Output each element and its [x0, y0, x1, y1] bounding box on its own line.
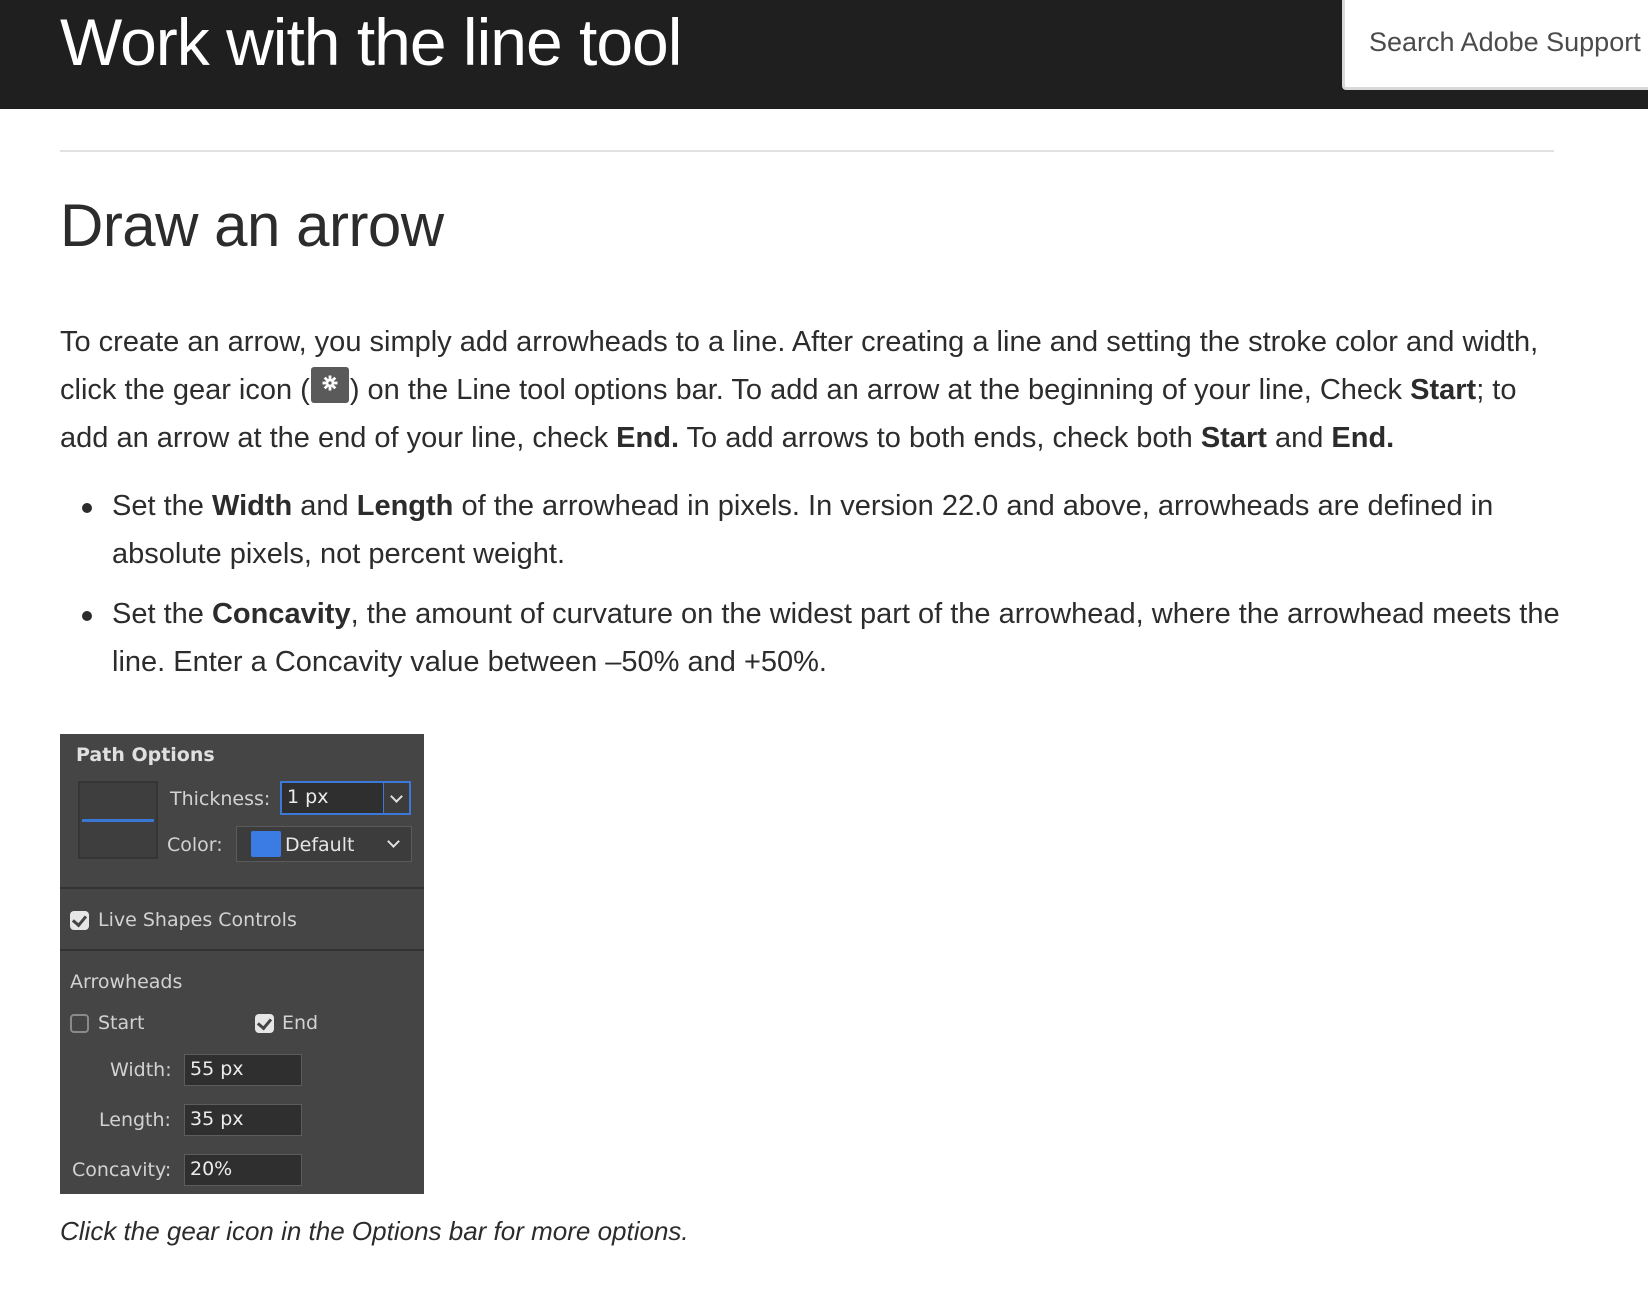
intro-start: Start [1410, 374, 1477, 406]
list-item [60, 482, 1560, 578]
bullet-text: Set the [112, 598, 212, 630]
concavity-field[interactable]: 20% [184, 1154, 302, 1186]
intro-end-2: End. [1331, 422, 1395, 454]
chevron-down-icon [387, 835, 400, 848]
section-divider [60, 150, 1554, 152]
figure-caption: Click the gear icon in the Options bar for more options. [60, 1216, 689, 1246]
intro-paragraph [60, 318, 1560, 462]
arrowheads-label: Arrowheads [70, 971, 183, 993]
bullet-text: Set the [112, 490, 212, 522]
intro-text-2: ) on the Line tool options bar. To add an arrow at the beginning of your line, Check [349, 374, 1411, 406]
panel-title: Path Options [76, 744, 215, 766]
intro-text-3: ; to add an arrow at the end of your line, check [60, 374, 1517, 454]
color-label: Color: [167, 834, 223, 856]
live-shapes-checkbox[interactable] [70, 911, 89, 930]
search-box[interactable] [1342, 0, 1648, 90]
length-field[interactable]: 35 px [184, 1104, 302, 1136]
intro-end: End. [616, 422, 680, 454]
length-label: Length: [99, 1109, 171, 1131]
section-title: Draw an arrow [60, 192, 444, 259]
live-shapes-label: Live Shapes Controls [98, 909, 297, 931]
header-bar [0, 0, 1648, 109]
start-label: Start [98, 1012, 145, 1034]
list-item [60, 590, 1560, 686]
start-checkbox[interactable] [70, 1014, 89, 1033]
color-swatch [251, 831, 281, 857]
search-input[interactable] [1369, 22, 1647, 62]
width-field[interactable]: 55 px [184, 1054, 302, 1086]
thickness-label: Thickness: [170, 788, 271, 810]
gear-icon [311, 367, 349, 403]
concavity-label: Concavity: [72, 1159, 172, 1181]
end-label: End [282, 1012, 319, 1034]
panel-divider [60, 887, 424, 889]
stroke-line [82, 819, 154, 822]
thickness-field[interactable]: 1 px [280, 781, 410, 815]
bullet-bold-width: Width [211, 490, 293, 522]
panel-divider [60, 949, 424, 951]
page-title: Work with the line tool [60, 5, 682, 79]
width-label: Width: [110, 1059, 172, 1081]
thickness-dropdown-button[interactable] [383, 781, 411, 815]
intro-start-2: Start [1200, 422, 1267, 454]
intro-and: and [1266, 422, 1332, 454]
stroke-preview [78, 781, 158, 859]
bullet-text: and [292, 490, 357, 522]
end-checkbox[interactable] [255, 1014, 274, 1033]
color-dropdown[interactable] [236, 826, 412, 862]
path-options-panel-image [60, 734, 424, 1194]
intro-text-1: To create an arrow, you simply add arrowheads to a line. After creating a line and setting the stroke color and width, click the gear icon ( [60, 326, 1539, 406]
bullet-list [60, 482, 1560, 698]
bullet-text: , the amount of curvature on the widest part of the arrowhead, where the arrowhead meets the line. Enter a Concavity value between –50% and +50%. [112, 598, 1560, 678]
chevron-down-icon [390, 790, 403, 803]
bullet-text: of the arrowhead in pixels. In version 22.0 and above, arrowheads are defined in absolute pixels, not percent weight. [112, 490, 1494, 570]
color-value: Default [285, 834, 355, 856]
intro-text-4: To add arrows to both ends, check both [679, 422, 1201, 454]
bullet-bold-concavity: Concavity [211, 598, 351, 630]
bullet-bold-length: Length [356, 490, 454, 522]
